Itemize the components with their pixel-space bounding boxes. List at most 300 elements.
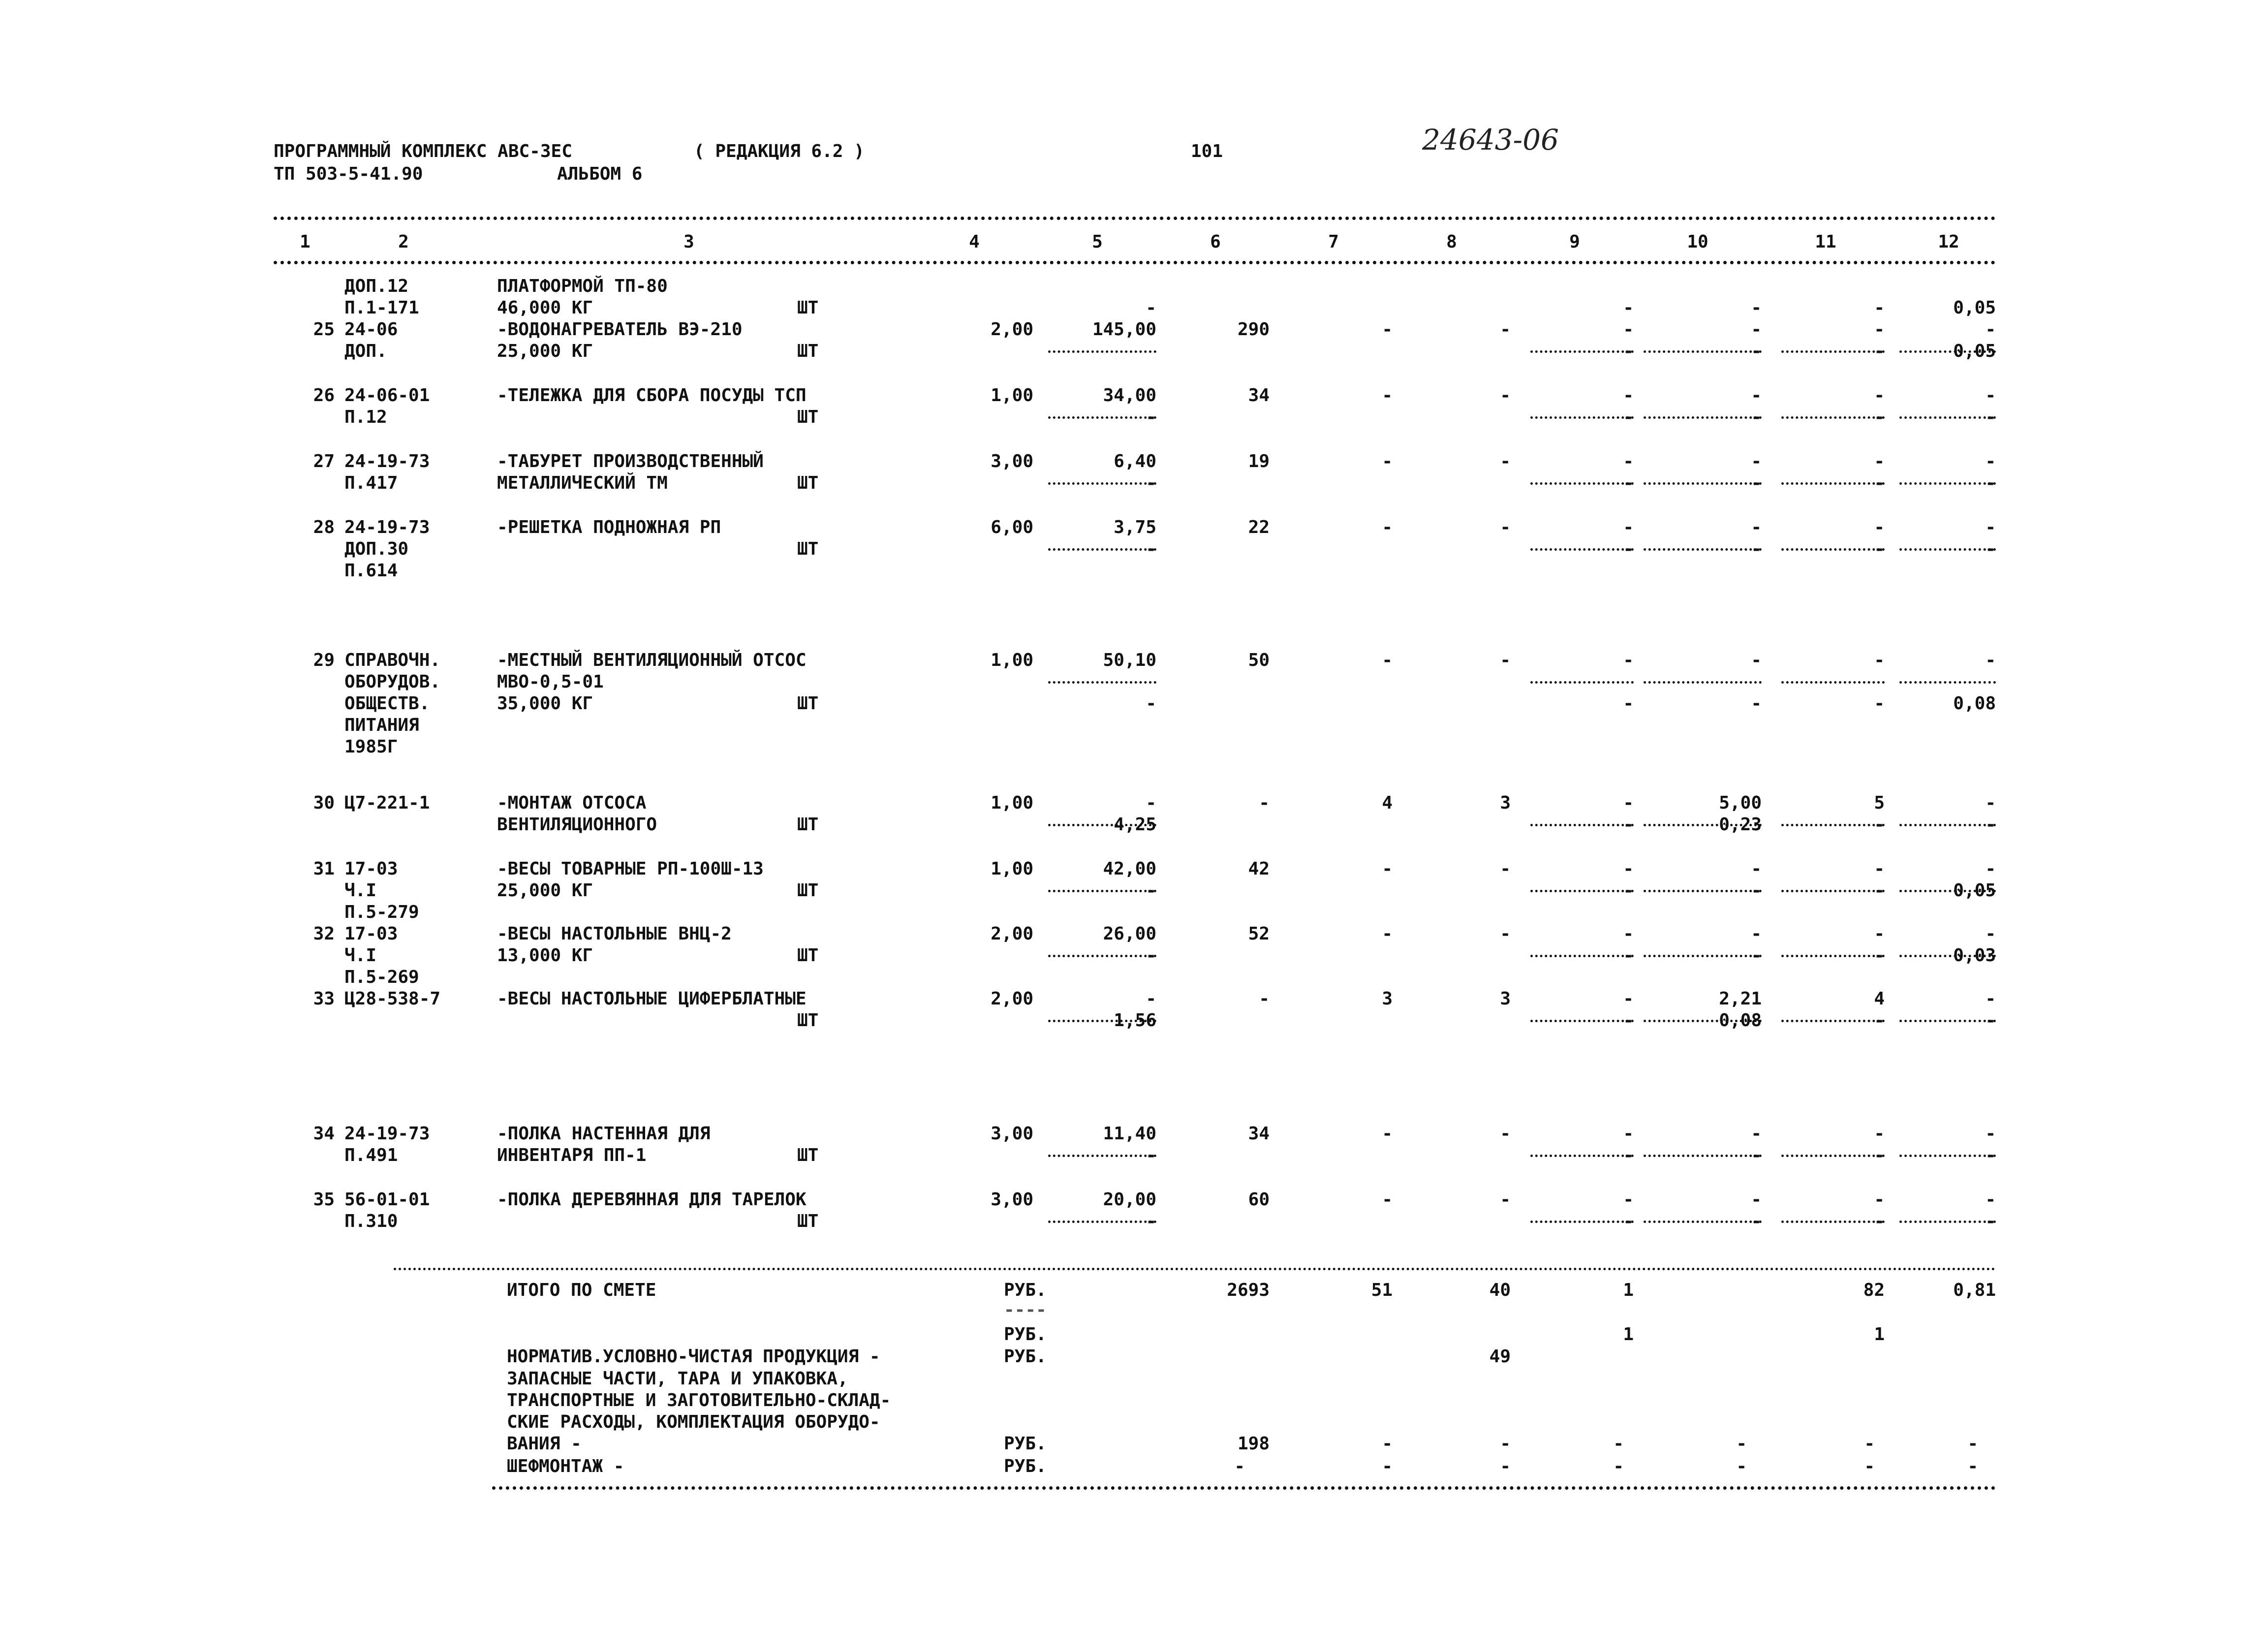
cell-underline [1781,350,1885,353]
cell-c11: - [1874,517,1885,537]
cell-c11: - [1874,1145,1885,1165]
dash-cell: - [1382,1456,1393,1476]
cell-name: -ПОЛКА ДЕРЕВЯННАЯ ДЛЯ ТАРЕЛОК [497,1190,807,1210]
cell-underline [1781,681,1885,684]
cell-c10: - [1751,945,1762,966]
cell-c5: - [1146,1145,1156,1165]
cell-underline [1899,890,1996,892]
cell-c5: 145,00 [1092,319,1156,340]
cell-qty: 6,00 [991,517,1033,537]
cell-qty: 3,00 [991,1190,1033,1210]
cell-c11: - [1874,473,1885,493]
normative-label: НОРМАТИВ.УСЛОВНО-ЧИСТАЯ ПРОДУКЦИЯ - [507,1347,880,1367]
cell-name: 46,000 КГ [497,298,593,318]
cell-name: -РЕШЕТКА ПОДНОЖНАЯ РП [497,517,721,537]
cell-underline [1644,1020,1762,1022]
cell-c12: - [1985,1124,1996,1144]
cell-c9: - [1623,298,1634,318]
cell-c10: - [1751,650,1762,670]
cell-c12: - [1985,859,1996,879]
cell-c12: - [1985,793,1996,813]
column-header-5: 5 [1092,232,1103,252]
cell-underline [1644,1221,1762,1223]
cell-name: ИНВЕНТАРЯ ПП-1 [497,1145,647,1165]
cell-underline [1899,416,1996,419]
cell-c8: - [1500,517,1511,537]
cell-c9: - [1623,473,1634,493]
montage-label: ШЕФМОНТАЖ - [507,1456,624,1476]
cell-c10: - [1751,1190,1762,1210]
cell-code: СПРАВОЧН. [344,650,441,670]
cell-c12: - [1985,989,1996,1009]
edition-label: ( РЕДАКЦИЯ 6.2 ) [694,141,865,161]
cell-c12: - [1985,814,1996,835]
cell-c12: - [1985,1010,1996,1031]
cell-code: 24-19-73 [344,517,430,537]
cell-underline [1048,681,1156,684]
cell-qty: 1,00 [991,859,1033,879]
cell-c9: - [1623,1190,1634,1210]
cell-code: ОБОРУДОВ. [344,672,441,692]
cell-underline [1530,955,1634,957]
cell-underline [1644,890,1762,892]
column-header-11: 11 [1815,232,1836,252]
totals-label: ИТОГО ПО СМЕТЕ [507,1280,656,1300]
bottom-rule [492,1486,1996,1490]
montage-unit: РУБ. [1004,1456,1047,1476]
cell-code: П.614 [344,561,398,581]
cell-code: 17-03 [344,859,398,879]
dash-cell: - [1613,1456,1624,1476]
cell-c12: - [1985,539,1996,559]
cell-qty: 3,00 [991,1124,1033,1144]
cell-name: -ВЕСЫ ТОВАРНЫЕ РП-100Ш-13 [497,859,764,879]
totals-col12: 0,81 [1953,1280,1996,1300]
cell-underline [1048,482,1156,485]
cell-underline [1899,350,1996,353]
program-title: ПРОГРАММНЫЙ КОМПЛЕКС АВС-ЗЕС [274,141,572,161]
cell-code: Ц7-221-1 [344,793,430,813]
cell-code: П.310 [344,1211,398,1231]
cell-code: ДОП.12 [344,276,409,296]
cell-underline [1530,1221,1634,1223]
cell-code: 1985Г [344,737,398,757]
cell-unit: ШТ [797,693,819,714]
cell-unit: ШТ [797,298,819,318]
cell-c9: - [1623,989,1634,1009]
cell-c12: 0,03 [1953,945,1996,966]
cell-c11: - [1874,407,1885,427]
cell-c10: - [1751,693,1762,714]
column-header-1: 1 [300,232,311,252]
cell-qty: 1,00 [991,385,1033,406]
cell-c8: - [1500,924,1511,944]
cell-code: П.5-279 [344,902,419,922]
cell-underline [1644,824,1762,826]
cell-unit: ШТ [797,407,819,427]
cell-c11: - [1874,1124,1885,1144]
spare-line-2: ТРАНСПОРТНЫЕ И ЗАГОТОВИТЕЛЬНО-СКЛАД- [507,1390,891,1410]
cell-name: -ВОДОНАГРЕВАТЕЛЬ ВЭ-210 [497,319,743,340]
cell-underline [1530,824,1634,826]
cell-no: 28 [313,517,335,537]
cell-c5: 6,40 [1114,451,1156,471]
cell-underline [1644,350,1762,353]
cell-no: 33 [313,989,335,1009]
cell-underline [1781,482,1885,485]
cell-no: 26 [313,385,335,406]
cell-underline [1530,1155,1634,1157]
totals-unit: РУБ. [1004,1280,1047,1300]
page-number: 101 [1191,141,1223,161]
cell-c11: - [1874,880,1885,901]
dash-cell: - [1864,1434,1875,1454]
cell-c10: 2,21 [1719,989,1762,1009]
cell-c12: 0,05 [1953,341,1996,361]
cell-c8: 3 [1500,793,1511,813]
cell-c11: - [1874,1010,1885,1031]
cell-name: -МЕСТНЫЙ ВЕНТИЛЯЦИОННЫЙ ОТСОС [497,650,807,670]
cell-c11: - [1874,298,1885,318]
cell-c7: - [1382,650,1393,670]
cell-c11: - [1874,1211,1885,1231]
dash-cell: - [1967,1456,1978,1476]
cell-name: -МОНТАЖ ОТСОСА [497,793,647,813]
cell-c5: - [1146,298,1156,318]
cell-code: П.12 [344,407,387,427]
cell-underline [1048,1155,1156,1157]
column-header-2: 2 [398,232,409,252]
cell-c10: - [1751,407,1762,427]
spare-line-1: ЗАПАСНЫЕ ЧАСТИ, ТАРА И УПАКОВКА, [507,1369,848,1389]
dash-cell: - [1382,1434,1393,1454]
cell-name: 25,000 КГ [497,880,593,901]
cell-underline [1899,1155,1996,1157]
cell-underline [1048,955,1156,957]
cell-underline [1530,1020,1634,1022]
cell-unit: ШТ [797,1211,819,1231]
cell-c7: - [1382,385,1393,406]
cell-c8: - [1500,859,1511,879]
cell-c10: - [1751,539,1762,559]
cell-underline [1781,824,1885,826]
cell-name: 35,000 КГ [497,693,593,714]
cell-c5: 34,00 [1103,385,1156,406]
cell-underline [1644,1155,1762,1157]
cell-underline [1530,548,1634,551]
cell-c5: - [1146,793,1156,813]
cell-qty: 3,00 [991,451,1033,471]
cell-c9: - [1623,451,1634,471]
cell-c5: - [1146,407,1156,427]
spare-line-3: СКИЕ РАСХОДЫ, КОМПЛЕКТАЦИЯ ОБОРУДО- [507,1412,880,1432]
column-header-12: 12 [1938,232,1959,252]
cell-c9: - [1623,693,1634,714]
cell-unit: ШТ [797,880,819,901]
cell-c11: - [1874,814,1885,835]
cell-name: ПЛАТФОРМОЙ ТП-80 [497,276,668,296]
cell-c5: 3,75 [1114,517,1156,537]
cell-code: Ц28-538-7 [344,989,441,1009]
cell-code: П.5-269 [344,967,419,987]
cell-c5: 1,56 [1114,1010,1156,1031]
cell-c10: - [1751,1145,1762,1165]
cell-underline [1048,548,1156,551]
cell-no: 34 [313,1124,335,1144]
cell-c9: - [1623,539,1634,559]
spare-line-4: ВАНИЯ - [507,1434,582,1454]
totals-col11: 82 [1863,1280,1885,1300]
cell-c5: - [1146,539,1156,559]
cell-c10: - [1751,924,1762,944]
cell-c10: - [1751,451,1762,471]
column-header-7: 7 [1328,232,1339,252]
cell-underline [1530,890,1634,892]
column-header-8: 8 [1446,232,1457,252]
cell-c10: 0,23 [1719,814,1762,835]
cell-c10: - [1751,859,1762,879]
cell-c7: - [1382,319,1393,340]
cell-c8: 3 [1500,989,1511,1009]
cell-code: Ч.I [344,880,377,901]
cell-underline [1899,681,1996,684]
cell-c12: 0,05 [1953,880,1996,901]
cell-c7: - [1382,859,1393,879]
cell-underline [1899,1020,1996,1022]
cell-c12: - [1985,407,1996,427]
cell-underline [1781,548,1885,551]
cell-underline [1048,1221,1156,1223]
cell-c10: - [1751,385,1762,406]
cell-no: 25 [313,319,335,340]
cell-underline [1530,416,1634,419]
cell-c11: 5 [1874,793,1885,813]
cell-unit: ШТ [797,1010,819,1031]
cell-underline [1644,548,1762,551]
column-header-9: 9 [1569,232,1580,252]
cell-c10: - [1751,298,1762,318]
cell-c6: 290 [1237,319,1270,340]
cell-code: ОБЩЕСТВ. [344,693,430,714]
cell-name: МВО-0,5-01 [497,672,604,692]
cell-underline [1644,416,1762,419]
cell-c9: - [1623,1211,1634,1231]
cell-c5: 20,00 [1103,1190,1156,1210]
cell-c9: - [1623,859,1634,879]
cell-code: П.491 [344,1145,398,1165]
cell-c10: 5,00 [1719,793,1762,813]
cell-c8: - [1500,451,1511,471]
cell-underline [1899,1221,1996,1223]
cell-name: МЕТАЛЛИЧЕСКИЙ ТМ [497,473,668,493]
cell-underline [1048,824,1156,826]
cell-c6: 60 [1248,1190,1270,1210]
cell-underline [1899,548,1996,551]
dash-cell: - [1967,1434,1978,1454]
cell-c8: - [1500,650,1511,670]
cell-no: 29 [313,650,335,670]
cell-c5: - [1146,945,1156,966]
cell-c11: - [1874,385,1885,406]
cell-underline [1781,955,1885,957]
cell-c12: - [1985,1190,1996,1210]
cell-c12: - [1985,1145,1996,1165]
cell-c12: 0,05 [1953,298,1996,318]
cell-c5: 50,10 [1103,650,1156,670]
dash-cell: - [1736,1434,1747,1454]
cell-qty: 2,00 [991,319,1033,340]
totals-ticks: ---- [1004,1300,1047,1320]
cell-c9: - [1623,407,1634,427]
cell-c10: - [1751,473,1762,493]
cell-c11: - [1874,924,1885,944]
cell-c9: - [1623,1145,1634,1165]
cell-c5: 26,00 [1103,924,1156,944]
cell-c6: 34 [1248,385,1270,406]
cell-c12: - [1985,385,1996,406]
cell-code: Ч.I [344,945,377,966]
cell-c9: - [1623,793,1634,813]
cell-code: 24-19-73 [344,451,430,471]
cell-c6: - [1259,989,1270,1009]
cell-underline [1781,890,1885,892]
cell-underline [1530,681,1634,684]
cell-no: 30 [313,793,335,813]
cell-c7: - [1382,1124,1393,1144]
cell-c10: - [1751,517,1762,537]
totals-col6: 2693 [1227,1280,1270,1300]
spare-col6: 198 [1237,1434,1270,1454]
cell-c11: - [1874,539,1885,559]
column-header-10: 10 [1687,232,1709,252]
cell-code: 24-06-01 [344,385,430,406]
cell-c11: - [1874,693,1885,714]
column-header-4: 4 [969,232,980,252]
cell-c6: 52 [1248,924,1270,944]
cell-underline [1899,824,1996,826]
cell-c8: - [1500,1190,1511,1210]
cell-underline [1781,1221,1885,1223]
cell-unit: ШТ [797,473,819,493]
top-rule [274,217,1996,220]
cell-no: 32 [313,924,335,944]
cell-unit: ШТ [797,945,819,966]
cell-unit: ШТ [797,814,819,835]
cell-c11: 4 [1874,989,1885,1009]
cell-c5: - [1146,473,1156,493]
cell-qty: 2,00 [991,989,1033,1009]
cell-c9: - [1623,1124,1634,1144]
cell-qty: 1,00 [991,793,1033,813]
cell-c10: - [1751,880,1762,901]
cell-c6: 22 [1248,517,1270,537]
totals-unit-2: РУБ. [1004,1324,1047,1345]
cell-underline [1644,681,1762,684]
totals-col7: 51 [1371,1280,1393,1300]
cell-c12: - [1985,319,1996,340]
cell-c12: - [1985,517,1996,537]
cell-c5: - [1146,693,1156,714]
cell-c9: - [1623,517,1634,537]
cell-code: П.417 [344,473,398,493]
cell-qty: 1,00 [991,650,1033,670]
cell-c10: - [1751,341,1762,361]
cell-underline [1644,482,1762,485]
header-rule [274,261,1996,264]
cell-name: -ВЕСЫ НАСТОЛЬНЫЕ ЦИФЕРБЛАТНЫЕ [497,989,807,1009]
totals-col11-b: 1 [1874,1324,1885,1345]
cell-name: 13,000 КГ [497,945,593,966]
cell-c10: - [1751,319,1762,340]
dash-cell: - [1736,1456,1747,1476]
cell-c9: - [1623,341,1634,361]
cell-c7: 4 [1382,793,1393,813]
cell-no: 27 [313,451,335,471]
cell-c9: - [1623,880,1634,901]
cell-c8: - [1500,1124,1511,1144]
cell-unit: ШТ [797,539,819,559]
cell-c11: - [1874,451,1885,471]
dash-cell: - [1500,1456,1511,1476]
cell-code: ДОП. [344,341,387,361]
cell-c11: - [1874,341,1885,361]
cell-c11: - [1874,859,1885,879]
cell-c10: 0,08 [1719,1010,1762,1031]
cell-code: 24-19-73 [344,1124,430,1144]
cell-c6: 42 [1248,859,1270,879]
dash-cell: - [1864,1456,1875,1476]
cell-code: 24-06 [344,319,398,340]
cell-c12: 0,08 [1953,693,1996,714]
cell-c7: - [1382,924,1393,944]
project-code: ТП 503-5-41.90 [274,164,423,184]
cell-c5: 4,25 [1114,814,1156,835]
cell-name: -ВЕСЫ НАСТОЛЬНЫЕ ВНЦ-2 [497,924,732,944]
cell-c10: - [1751,1211,1762,1231]
cell-code: П.1-171 [344,298,419,318]
cell-c5: 42,00 [1103,859,1156,879]
cell-c9: - [1623,650,1634,670]
cell-c9: - [1623,1010,1634,1031]
cell-name: 25,000 КГ [497,341,593,361]
cell-c11: - [1874,1190,1885,1210]
cell-underline [1899,482,1996,485]
album-label: АЛЬБОМ 6 [557,164,643,184]
cell-c9: - [1623,385,1634,406]
cell-c12: - [1985,924,1996,944]
cell-c11: - [1874,319,1885,340]
spare-unit: РУБ. [1004,1434,1047,1454]
cell-underline [1899,955,1996,957]
dash-cell: - [1234,1456,1245,1476]
column-header-3: 3 [684,232,694,252]
cell-c5: - [1146,880,1156,901]
cell-underline [1530,482,1634,485]
cell-code: 56-01-01 [344,1190,430,1210]
cell-c11: - [1874,945,1885,966]
cell-c6: 34 [1248,1124,1270,1144]
cell-code: ДОП.30 [344,539,409,559]
cell-name: -ПОЛКА НАСТЕННАЯ ДЛЯ [497,1124,711,1144]
normative-col8: 49 [1489,1347,1511,1367]
cell-c10: - [1751,1124,1762,1144]
cell-c7: 3 [1382,989,1393,1009]
cell-name: -ТЕЛЕЖКА ДЛЯ СБОРА ПОСУДЫ ТСП [497,385,807,406]
dash-cell: - [1613,1434,1624,1454]
cell-code: 17-03 [344,924,398,944]
cell-unit: ШТ [797,1145,819,1165]
cell-underline [1530,350,1634,353]
